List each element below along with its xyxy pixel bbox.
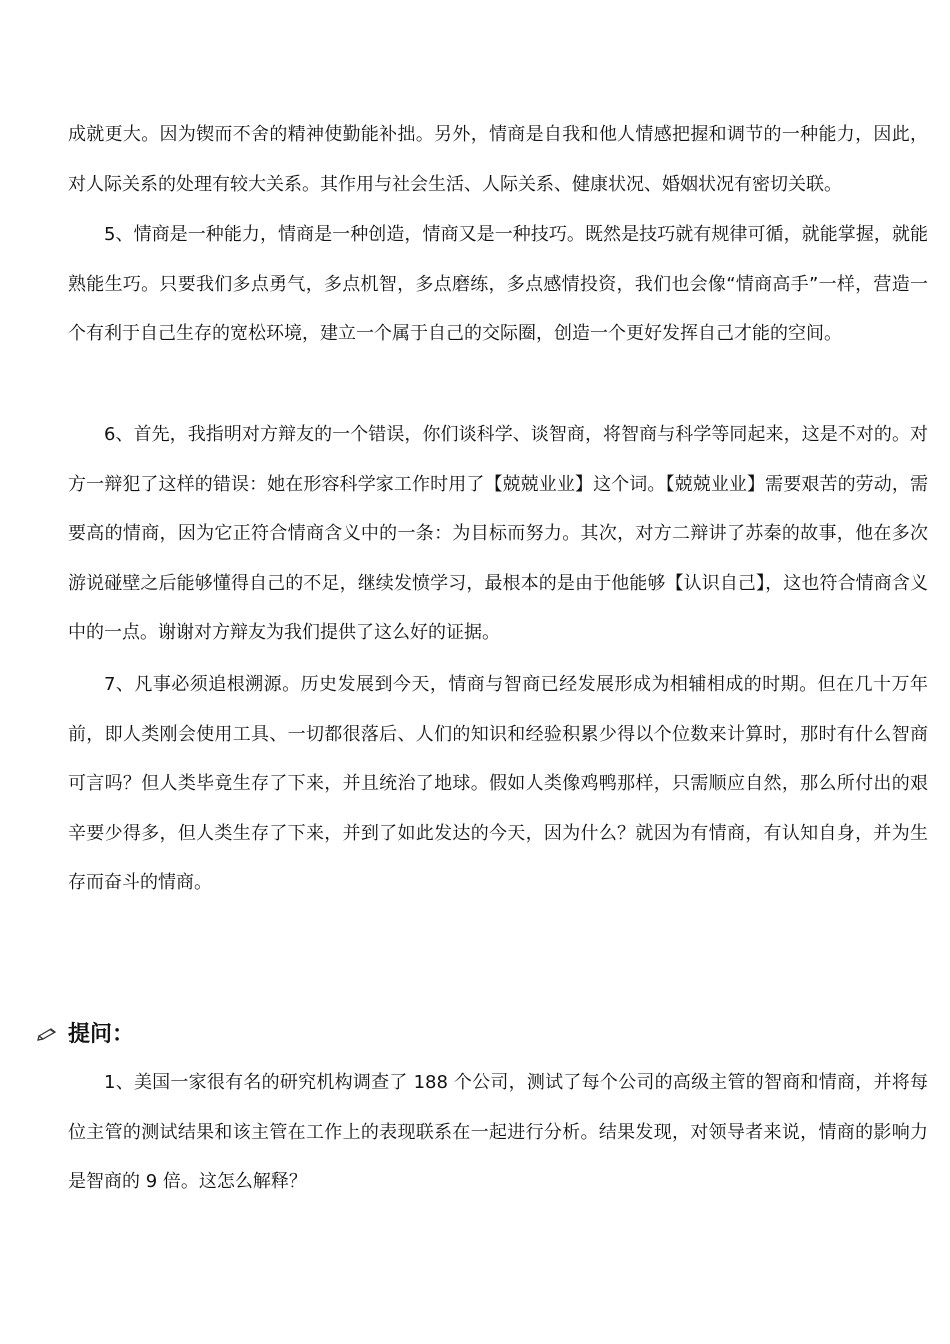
paragraph-intro: 成就更大。因为锲而不舍的精神使勤能补拙。另外，情商是自我和他人情感把握和调节的一种能力，因此，对人际关系的处理有较大关系。其作用与社会生活、人际关系、健康状况、婚姻状况有密切关联。 — [68, 124, 928, 195]
paragraph-7: 7、凡事必须追根溯源。历史发展到今天，情商与智商已经发展形成为相辅相成的时期。但在几十万年前，即人类刚会使用工具、一切都很落后、人们的知识和经验积累少得以个位数来计算时，那时有什么智商可言吗？但人类毕竟生存了下来，并且统治了地球。假如人类像鸡鸭那样，只需顺应自然，那么所付出的艰辛要少得多，但人类生存了下来，并到了如此发达的今天，因为什么？就因为有情商，有认知自身，并为生存而奋斗的情商。 — [68, 674, 928, 894]
questions-title: 提问： — [68, 1021, 135, 1047]
questions-heading — [36, 1012, 134, 1052]
paragraph-6: 6、首先，我指明对方辩友的一个错误，你们谈科学、谈智商，将智商与科学等同起来，这是不对的。对方一辩犯了这样的错误：她在形容科学家工作时用了【兢兢业业】这个词。【兢兢业业】需要艰苦的劳动，需要高的情商，因为它正符合情商含义中的一条：为目标而努力。其次，对方二辩讲了苏秦的故事，他在多次游说碰壁之后能够懂得自己的不足，继续发愤学习，最根本的是由于他能够【认识自己】，这也符合情商含义中的一点。谢谢对方辩友为我们提供了这么好的证据。 — [68, 424, 928, 644]
pencil-icon — [36, 1021, 58, 1043]
paragraph-5: 5、情商是一种能力，情商是一种创造，情商又是一种技巧。既然是技巧就有规律可循，就能掌握，就能熟能生巧。只要我们多点勇气，多点机智，多点磨练，多点感情投资，我们也会像“情商高手”一样，营造一个有利于自己生存的宽松环境，建立一个属于自己的交际圈，创造一个更好发挥自己才能的空间。 — [68, 224, 928, 345]
question-1: 1、美国一家很有名的研究机构调查了 188 个公司，测试了每个公司的高级主管的智商和情商，并将每位主管的测试结果和该主管在工作上的表现联系在一起进行分析。结果发现，对领导者来说，情商的影响力是智商的 9 倍。这怎么解释？ — [68, 1072, 928, 1193]
